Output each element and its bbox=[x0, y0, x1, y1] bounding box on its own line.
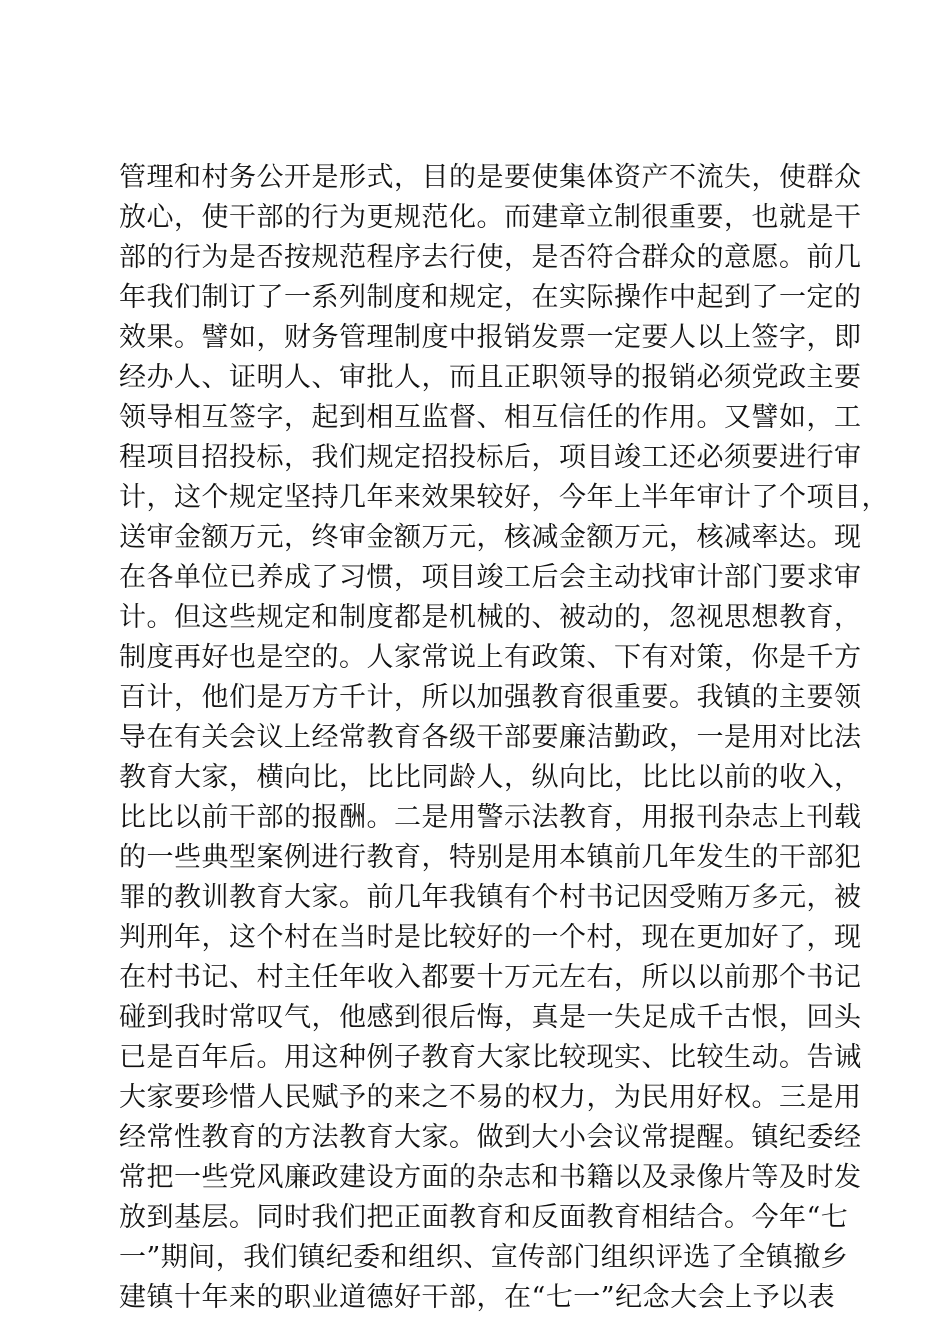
text-line: 送审金额万元，终审金额万元，核减金额万元，核减率达。现 bbox=[119, 522, 862, 553]
text-line: 部的行为是否按规范程序去行使，是否符合群众的意愿。前几 bbox=[119, 242, 862, 273]
text-line: 制度再好也是空的。人家常说上有政策、下有对策，你是千方 bbox=[119, 642, 862, 673]
text-line: 在各单位已养成了习惯，项目竣工后会主动找审计部门要求审 bbox=[119, 562, 862, 593]
text-line: 年我们制订了一系列制度和规定，在实际操作中起到了一定的 bbox=[119, 282, 862, 313]
text-line: 效果。譬如，财务管理制度中报销发票一定要人以上签字，即 bbox=[119, 322, 862, 353]
text-line: 教育大家，横向比，比比同龄人，纵向比，比比以前的收入， bbox=[119, 762, 862, 793]
text-line: 已是百年后。用这种例子教育大家比较现实、比较生动。告诫 bbox=[119, 1042, 862, 1073]
text-line: 放到基层。同时我们把正面教育和反面教育相结合。今年“七 bbox=[119, 1202, 849, 1233]
text-line: 计，这个规定坚持几年来效果较好，今年上半年审计了个项目， bbox=[119, 482, 889, 513]
text-line: 导在有关会议上经常教育各级干部要廉洁勤政，一是用对比法 bbox=[119, 722, 862, 753]
text-line: 计。但这些规定和制度都是机械的、被动的，忽视思想教育， bbox=[119, 602, 862, 633]
text-line: 判刑年，这个村在当时是比较好的一个村，现在更加好了，现 bbox=[119, 922, 862, 953]
text-line: 罪的教训教育大家。前几年我镇有个村书记因受贿万多元，被 bbox=[119, 882, 862, 913]
text-line: 常把一些党风廉政建设方面的杂志和书籍以及录像片等及时发 bbox=[119, 1162, 862, 1193]
text-line: 在村书记、村主任年收入都要十万元左右，所以以前那个书记 bbox=[119, 962, 862, 993]
text-line: 放心，使干部的行为更规范化。而建章立制很重要，也就是干 bbox=[119, 202, 862, 233]
text-line: 的一些典型案例进行教育，特别是用本镇前几年发生的干部犯 bbox=[119, 842, 862, 873]
text-line: 一”期间，我们镇纪委和组织、宣传部门组织评选了全镇撤乡 bbox=[119, 1242, 849, 1273]
text-line: 大家要珍惜人民赋予的来之不易的权力，为民用好权。三是用 bbox=[119, 1082, 862, 1113]
text-line: 经办人、证明人、审批人，而且正职领导的报销必须党政主要 bbox=[119, 362, 862, 393]
text-line: 程项目招投标，我们规定招投标后，项目竣工还必须要进行审 bbox=[119, 442, 862, 473]
text-line: 碰到我时常叹气，他感到很后悔，真是一失足成千古恨，回头 bbox=[119, 1002, 862, 1033]
text-line: 管理和村务公开是形式，目的是要使集体资产不流失，使群众 bbox=[119, 162, 862, 193]
text-line: 比比以前干部的报酬。二是用警示法教育，用报刊杂志上刊载 bbox=[119, 802, 862, 833]
text-line: 建镇十年来的职业道德好干部，在“七一”纪念大会上予以表 bbox=[119, 1282, 836, 1313]
text-line: 领导相互签字，起到相互监督、相互信任的作用。又譬如，工 bbox=[119, 402, 862, 433]
text-line: 百计，他们是万方千计，所以加强教育很重要。我镇的主要领 bbox=[119, 682, 862, 713]
text-line: 经常性教育的方法教育大家。做到大小会议常提醒。镇纪委经 bbox=[119, 1122, 862, 1153]
